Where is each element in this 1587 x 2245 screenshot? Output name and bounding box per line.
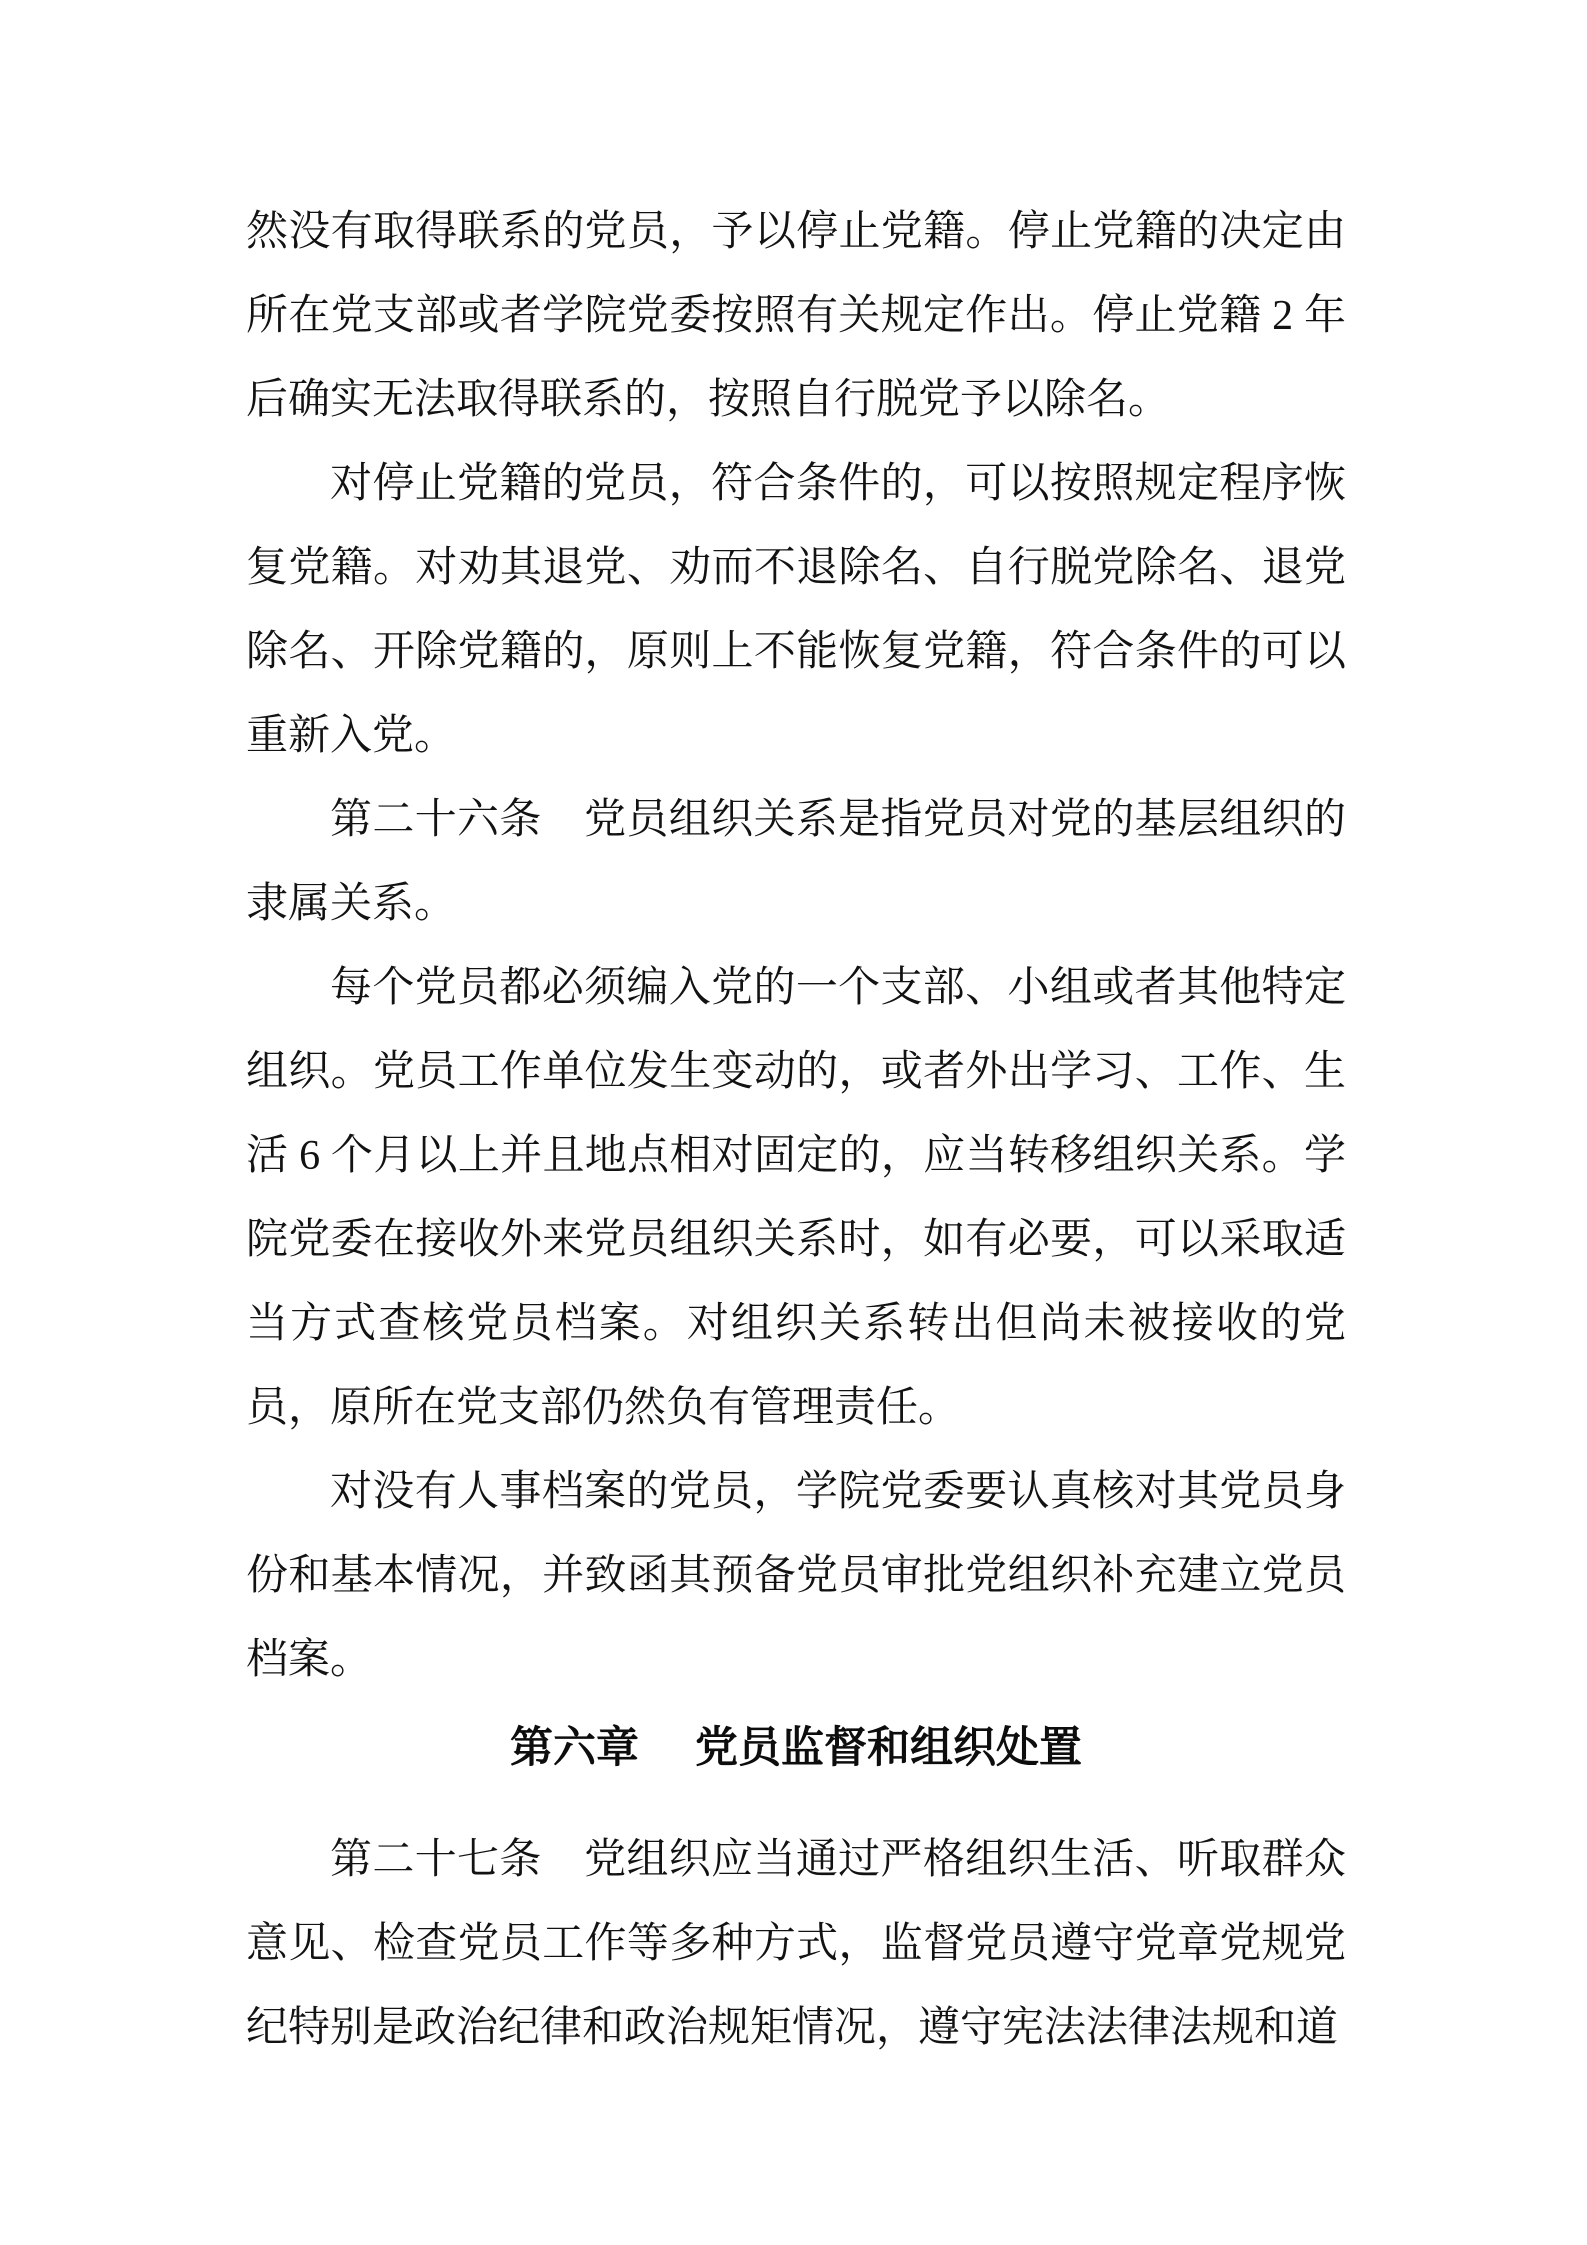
paragraph-organization-relationship: 每个党员都必须编入党的一个支部、小组或者其他特定组织。党员工作单位发生变动的，或者外出学习、工作、生活 6 个月以上并且地点相对固定的，应当转移组织关系。学院党委在接收外来党员组织关系时，如有必要，可以采取适当方式查核党员档案。对组织关系转出但尚未被接收的党员，原所在党支部仍然负有管理责任。	[246, 965, 1346, 1431]
document-body	[246, 190, 1346, 2070]
chapter-number: 第六章	[510, 1724, 639, 1772]
paragraph-continuation: 然没有取得联系的党员，予以停止党籍。停止党籍的决定由所在党支部或者学院党委按照有关规定作出。停止党籍 2 年后确实无法取得联系的，按照自行脱党予以除名。	[246, 209, 1346, 423]
paragraph-restore-membership: 对停止党籍的党员，符合条件的，可以按照规定程序恢复党籍。对劝其退党、劝而不退除名、自行脱党除名、退党除名、开除党籍的，原则上不能恢复党籍，符合条件的可以重新入党。	[246, 461, 1346, 759]
chapter-heading	[246, 1706, 1346, 1790]
chapter-title: 党员监督和组织处置	[695, 1724, 1082, 1772]
paragraph-personnel-file: 对没有人事档案的党员，学院党委要认真核对其党员身份和基本情况，并致函其预备党员审批党组织补充建立党员档案。	[246, 1469, 1346, 1683]
paragraph-article-27: 第二十七条 党组织应当通过严格组织生活、听取群众意见、检查党员工作等多种方式，监督党员遵守党章党规党纪特别是政治纪律和政治规矩情况，遵守宪法法律法规和道	[246, 1837, 1346, 2051]
paragraph-article-26: 第二十六条 党员组织关系是指党员对党的基层组织的隶属关系。	[246, 797, 1346, 927]
